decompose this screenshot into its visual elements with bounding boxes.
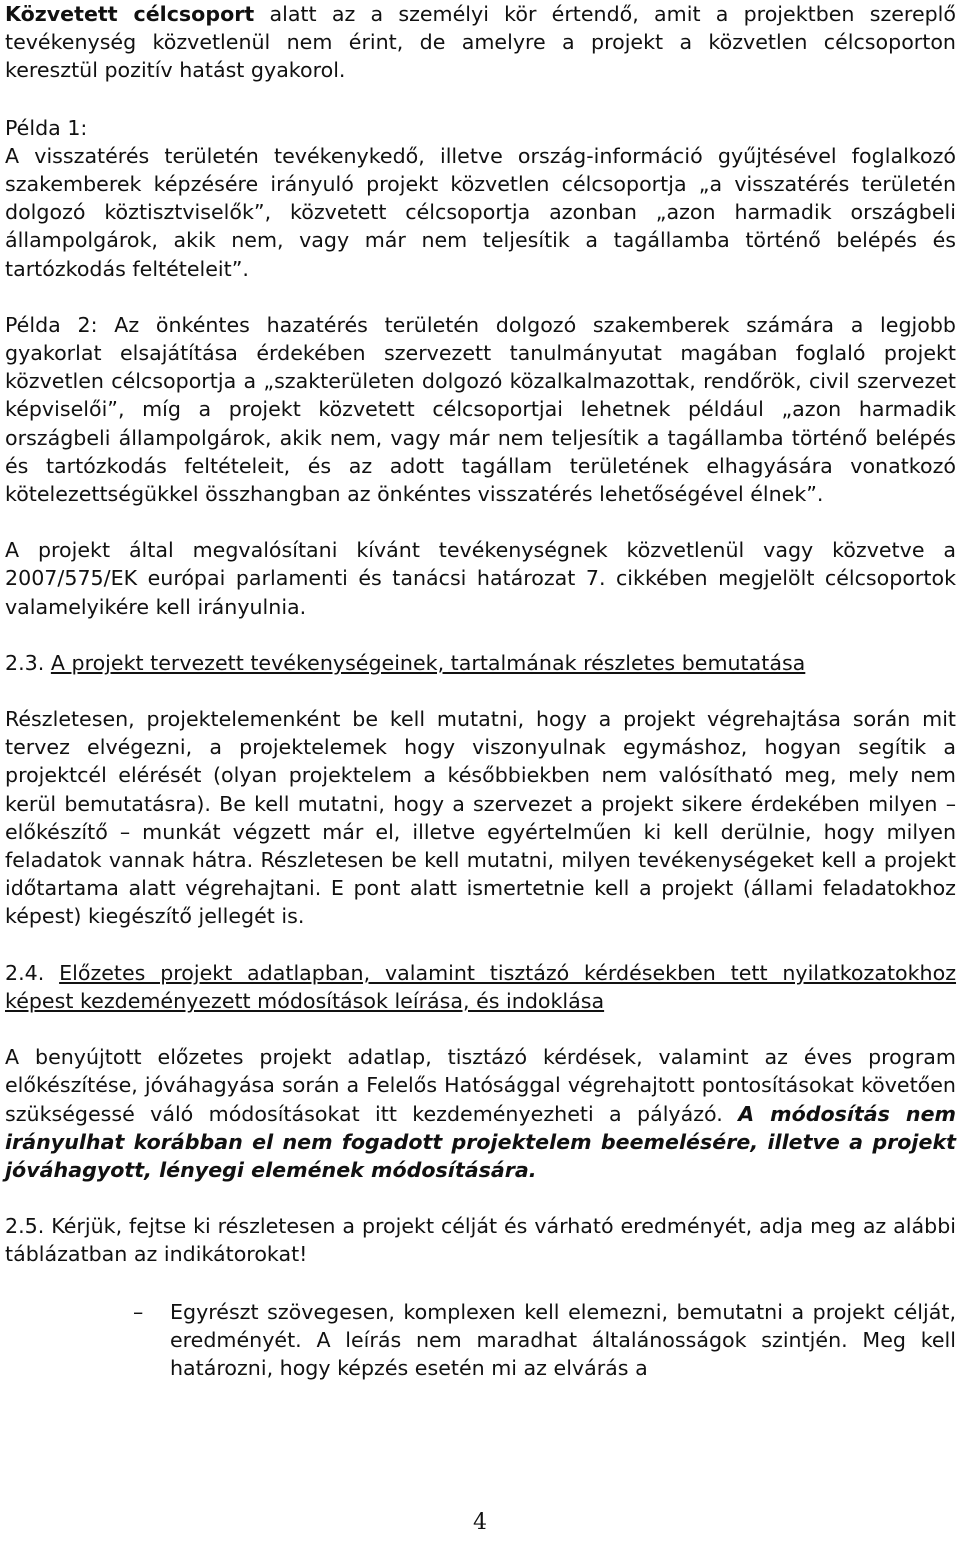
emphasis-text: A módosítás nem irányulhat korábban el nem fogadott projektelem beemelésére, illetve a projekt jóváhagyott, lényegi elemének módosítására. <box>5 1101 956 1182</box>
document-page <box>5 0 956 1382</box>
page-number: 4 <box>473 1510 487 1535</box>
paragraph-indirect-target-group <box>5 0 956 85</box>
bullet-list <box>5 1298 956 1383</box>
section-number: 2.5. <box>5 1214 45 1239</box>
paragraph-text: alatt az a személyi kör értendő, amit a projektben szereplő tevékenység közvetlenül nem érint, de amelyre a projekt a közvetlen célcsoporton keresztül pozitív hatást gyakorol. <box>5 2 957 83</box>
list-item: Egyrészt szövegesen, komplexen kell elemezni, bemutatni a projekt célját, eredményét. A leírás nem maradhat általánosságok szintjén. Meg kell határozni, hogy képzés esetén mi az elvárás a <box>170 1299 956 1380</box>
section-2-4-body <box>5 1043 956 1184</box>
section-2-3-body: Részletesen, projektelemenként be kell mutatni, hogy a projekt végrehajtása során mit tervez elvégezni, a projektelemek hogy viszonyulnak egymáshoz, hogyan segítik a projektcél elérését (olyan projektelem a későbbiekben nem valósítható meg, mely nem kerül bemutatásra). Be kell mutatni, hogy a szervezet a projekt sikere érdekében milyen – előkészítő – munkát végzett már el, illetve egyértelműen ki kell derülnie, hogy milyen feladatok vannak hátra. Részletesen be kell mutatni, milyen tevékenységeket kell a projekt időtartama alatt végrehajtani. E pont alatt ismertetnie kell a projekt (állami feladatokhoz képest) kiegészítő jellegét is. <box>5 707 956 929</box>
section-2-3-heading <box>5 649 956 677</box>
paragraph-text: A benyújtott előzetes projekt adatlap, tisztázó kérdések, valamint az éves program előkészítése, jóváhagyása során a Felelős Hatósággal végrehajtott pontosításokat követően szükségessé váló módosításokat itt kezdeményezheti a pályázó. <box>5 1045 956 1126</box>
section-number: 2.3. <box>5 650 45 675</box>
term-indirect-target-group: Közvetett célcsoport <box>5 2 255 26</box>
example-1-text: A visszatérés területén tevékenykedő, illetve ország-információ gyűjtésével foglalkozó szakemberek képzésére irányuló projekt közvetlen célcsoportja „a visszatérés területén dolgozó köztisztviselők”, közvetett célcsoportja azonban „azon harmadik országbeli állampolgárok, akik nem, vagy már nem teljesítik a tagállamba történő belépés és tartózkodás feltételeit”. <box>5 143 956 281</box>
section-title: A projekt tervezett tevékenységeinek, tartalmának részletes bemutatása <box>50 650 806 675</box>
target-requirement-paragraph: A projekt által megvalósítani kívánt tevékenységnek közvetlenül vagy közvetve a 2007/575/EK európai parlamenti és tanácsi határozat 7. cikkében megjelölt célcsoportok valamelyikére kell irányulnia. <box>5 538 956 619</box>
section-number: 2.4. <box>5 960 45 985</box>
example-2-paragraph: Példa 2: Az önkéntes hazatérés területén dolgozó szakemberek számára a legjobb gyakorlat elsajátítása érdekében szervezett tanulmányutat magában foglaló projekt közvetlen célcsoportja a „szakterületen dolgozó közalkalmazottak, rendőrök, civil szervezet képviselői”, míg a projekt közvetett célcsoportjai lehetnek például „azon harmadik országbeli állampolgárok, akik nem, vagy már nem teljesítik a tagállamba történő belépés és tartózkodás feltételeit, és az adott tagállam területének elhagyására vonatkozó kötelezettségükkel összhangban az önkéntes visszatérés lehetőségével élnek”. <box>5 312 956 507</box>
section-2-5-paragraph <box>5 1212 956 1268</box>
paragraph-text: Kérjük, fejtse ki részletesen a projekt célját és várható eredményét, adja meg az alábbi táblázatban az indikátorokat! <box>5 1214 956 1267</box>
section-title: Előzetes projekt adatlapban, valamint tisztázó kérdésekben tett nyilatkozatokhoz képest kezdeményezett módosítások leírása, és indoklása <box>5 960 957 1013</box>
dash-bullet-marker: – <box>133 1299 144 1324</box>
section-2-4-heading <box>5 959 956 1015</box>
example-1-label: Példa 1: <box>5 115 88 140</box>
